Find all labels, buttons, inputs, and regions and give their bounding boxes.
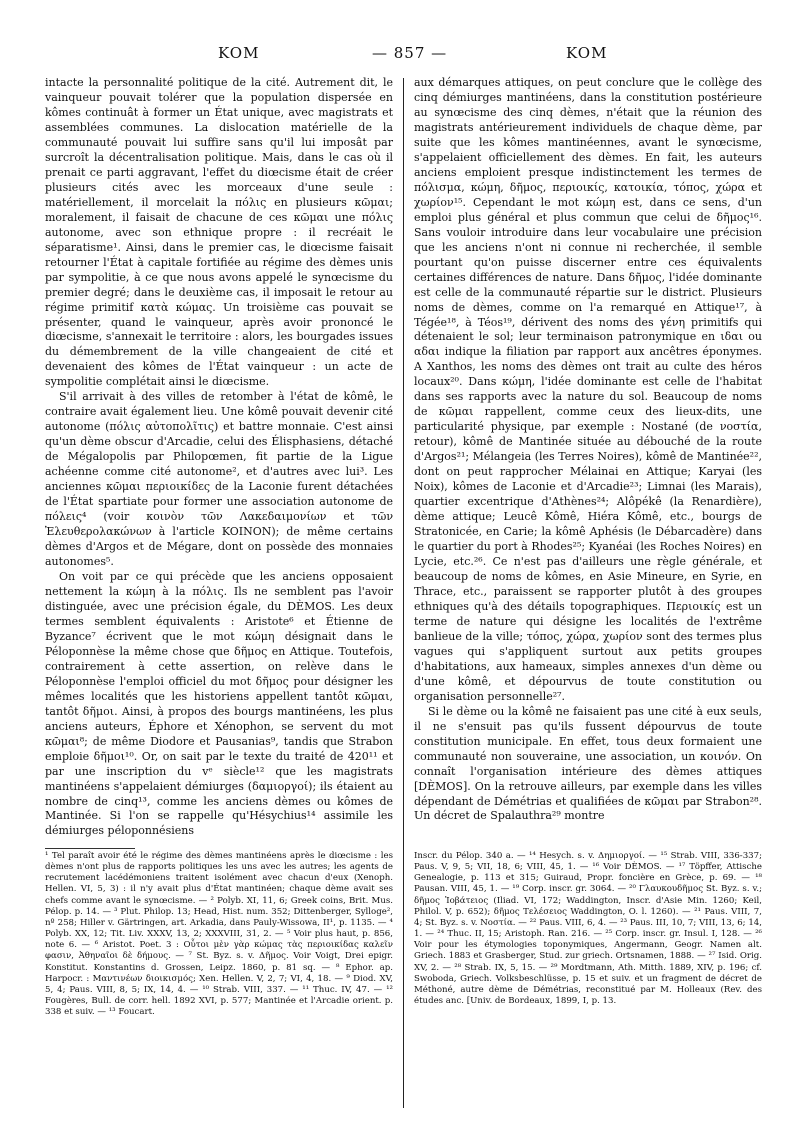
header-left: KOM [218,44,260,62]
footnotes-left: ¹ Tel paraît avoir été le régime des dèmes mantinéens après le diœcisme : les dèmes n'ont plus de rapports politiques les uns avec les autres; les agents de recrutement lacédémoniens traitent isolément avec chacun d'eux (Xenoph. Hellen. VI, 5, 3) : il n'y avait plus d'État mantinéen; chaque dème avait ses chefs comme avant le synœcisme. — ² Polyb. XI, 11, 6; Greek coins, Brit. Mus. Pélop. p. 14. — ³ Plut. Philop. 13; Head, Hist. num. 352; Dittenberger, Sylloge², nº 258; Hiller v. Gärtringen, art. Arkadia, dans Pauly-Wissowa, II¹, p. 1135. — ⁴ Polyb. XX, 12; Tit. Liv. XXXV, 13, 2; XXXVIII, 31, 2. — ⁵ Voir plus haut, p. 856, note 6. — ⁶ Aristot. Poet. 3 : Οὗτοι μὲν γὰρ κώμας τὰς περιοικίδας καλεῖν φασιν, Ἀθηναῖοι δὲ δήμους. — ⁷ St. Byz. s. v. Δῆμος. Voir Voigt, Drei epigr. Konstitut. Konstantins d. Grossen, Leipz. 1860, p. 81 sq. — ⁸ Ephor. ap. Harpocr. : Μαντινέων διοικισμός; Xen. Hellen. V, 2, 7; VI, 4, 18. — ⁹ Diod. XV, 5, 4; Paus. VIII, 8, 5; IX, 14, 4. — ¹⁰ Strab. VIII, 337. — ¹¹ Thuc. IV, 47. — ¹² Fougères, Bull. de corr. hell. 1892 XVI, p. 577; Mantinée et l'Arcadie orient. p. 338 et suiv. — ¹³ Foucart. [45,851,393,1018]
paragraph: S'il arrivait à des villes de retomber à l'état de kômê, le contraire avait également lieu. Une kômê pouvait devenir cité autonome (πόλις αὐτοπολῖτις) et battre monnaie. C'est ainsi qu'un dème obscur d'Arcadie, celui des Élisphasiens, détaché de Mégalopolis par Philopœmen, fit partie de la Ligue achéenne comme cité autonome², et d'autres avec lui³. Les anciennes κῶμαι περιοικίδες de la Laconie furent détachées de l'État spartiate pour former une association autonome de πόλεις⁴ (voir κοινὸν τῶν Λακεδαιμονίων et τῶν Ἐλευθερολακώνων à l'article KOINON); de même certains dèmes d'Argos et de Mégare, dont on possède des monnaies autonomes⁵. [45,390,393,568]
paragraph: intacte la personnalité politique de la cité. Autrement dit, le vainqueur pouvait tolérer que la population dispersée en kômes continuât à former un État unique, avec magistrats et assemblées communes. La dislocation matérielle de la communauté pouvait lui suffire sans qu'il lui imposât par surcroît la décentralisation politique. Mais, dans le cas où il prenait ce parti aggravant, l'effet du diœcisme était de créer plusieurs cités avec les morceaux d'une seule : matériellement, il morcelait la πόλις en plusieurs κῶμαι; moralement, il faisait de chacune de ces κῶμαι une πόλις autonome, avec son ethnique propre : il recréait le séparatisme¹. Ainsi, dans le premier cas, le diœcisme faisait retourner l'État à capitale fortifiée au régime des dèmes unis par sympolitie, à ce que nous avons appelé le synœcisme du premier degré; dans le deuxième cas, il imposait le retour au régime primitif κατὰ κώμας. Un troisième cas pouvait se présenter, quand le vainqueur, après avoir prononcé le diœcisme, s'annexait le territoire : alors, les bourgades issues du démembrement de la ville changeaient de cité et devenaient des kômes de l'État vainqueur : un acte de sympolitie complétait ainsi le diœcisme. [45,76,393,389]
paragraph: aux démarques attiques, on peut conclure que le collège des cinq démiurges mantinéens, dans la constitution postérieure au synœcisme des cinq dèmes, n'était que la réunion des magistrats antérieurement individuels de chaque dème, par suite que les kômes mantinéennes, avant le synœcisme, s'appelaient officiellement des dèmes. En fait, les auteurs anciens emploient presque indistinctement les termes de πόλισμα, κώμη, δῆμος, περιοικίς, κατοικία, τόπος, χώρα et χωρίον¹⁵. Cependant le mot κώμη est, dans ce sens, d'un emploi plus général et plus commun que celui de δῆμος¹⁶. Sans vouloir introduire dans leur vocabulaire une précision que les anciens n'ont ni connue ni recherchée, il semble pourtant qu'on puisse discerner entre ces équivalents certaines différences de nature. Dans δῆμος, l'idée dominante est celle de la communauté répartie sur le district. Plusieurs noms de dèmes, comme on l'a remarqué en Attique¹⁷, à Tégée¹⁸, à Téos¹⁹, dérivent des noms des γένη primitifs qui détenaient le sol; leur terminaison patronymique en ιδαι ou αδαι indique la filiation par rapport aux ancêtres éponymes. A Xanthos, les noms des dèmes ont trait au culte des héros locaux²⁰. Dans κώμη, l'idée dominante est celle de l'habitat dans ses rapports avec la nature du sol. Beaucoup de noms de κῶμαι rappellent, comme ceux des lieux-dits, une particularité physique, par exemple : Nostané (de νοστία, retour), kômê de Mantinée située au débouché de la route d'Argos²¹; Mélangeia (les Terres Noires), kômê de Mantinée²², dont on peut rapprocher Mélainai en Attique; Karyai (les Noix), kômes de Laconie et d'Arcadie²³; Limnai (les Marais), quartier excentrique d'Athènes²⁴; Alôpékê (la Renardière), dème attique; Leucê Kômê, Hiéra Kômê, etc., bourgs de Stratonicée, en Carie; la kômê Aphésis (le Débarcadère) dans le quartier du port à Rhodes²⁵; Kyanéai (les Roches Noires) en Lycie, etc.²⁶. Ce n'est pas d'ailleurs une règle générale, et beaucoup de noms de kômes, en Asie Mineure, en Syrie, en Thrace, etc., paraissent se rapporter plutôt à des groupes ethniques qu'à des détails topographiques. Περιοικίς est un terme de nature qui désigne les localités de l'extrême banlieue de la ville; τόπος, χώρα, χωρίον sont des termes plus vagues qui s'appliquent surtout aux petits groupes d'habitations, aux hameaux, simples annexes d'un dème ou d'une kômê, et dépourvus de toute constitution ou organisation personnelle²⁷. [414,76,762,703]
footnote-separator [45,848,135,849]
paragraph: Si le dème ou la kômê ne faisaient pas une cité à eux seuls, il ne s'ensuit pas qu'ils fussent dépourvus de toute constitution municipale. En effet, tous deux formaient une communauté non souveraine, une association, un κοινόν. On connaît l'organisation intérieure des dèmes attiques [DÈMOS]. On la retrouve ailleurs, par exemple dans les villes dépendant de Démétrias et qualifiées de κῶμαι par Strabon²⁸. Un décret de Spalauthra²⁹ montre [414,704,762,823]
running-header [0,44,800,70]
paragraph: On voit par ce qui précède que les anciens opposaient nettement la κώμη à la πόλις. Ils ne semblent pas l'avoir distinguée, avec une précision égale, du DÈMOS. Les deux termes semblent équivalents : Aristote⁶ et Étienne de Byzance⁷ écrivent que le mot κώμη désignait dans le Péloponnèse la même chose que δῆμος en Attique. Toutefois, contrairement à cette assertion, on relève dans le Péloponnèse l'emploi officiel du mot δῆμος pour désigner les mêmes localités que les historiens appellent tantôt κῶμαι, tantôt δῆμοι. Ainsi, à propos des bourgs mantinéens, les plus anciens auteurs, Éphore et Xénophon, se servent du mot κῶμαι⁸; de même Diodore et Pausanias⁹, tandis que Strabon emploie δῆμοι¹⁰. Or, on sait par le texte du traité de 420¹¹ et par une inscription du vᵉ siècle¹² que les magistrats mantinéens s'appelaient démiurges (δαμιοργοί); ils étaient au nombre de cinq¹³, comme les anciens dèmes ou kômes de Mantinée. Si l'on se rappelle qu'Hésychius¹⁴ assimile les démiurges péloponnésiens [45,569,393,838]
left-column [45,76,393,839]
footnotes-right: Inscr. du Pélop. 340 a. — ¹⁴ Hesych. s. v. Δημιοργοί. — ¹⁵ Strab. VIII, 336-337; Paus. V, 9, 5; VII, 18, 6; VIII, 45, 1. — ¹⁶ Voir DÈMOS. — ¹⁷ Töpffer, Attische Genealogie, p. 113 et 315; Guiraud, Propr. foncière en Grèce, p. 69. — ¹⁸ Pausan. VIII, 45, 1. — ¹⁹ Corp. inscr. gr. 3064. — ²⁰ Γλαυκουδῆμος St. Byz. s. v.; δῆμος Ἰοβάτειος (Iliad. VI, 172; Waddington, Inscr. d'Asie Min. 1260; Keil, Philol. V, p. 652); δῆμος Τελέσειος Waddington, O. l. 1260). — ²¹ Paus. VIII, 7, 4; St. Byz. s. v. Νοστία. — ²² Paus. VIII, 6, 4. — ²³ Paus. III, 10, 7; VIII, 13, 6; 14, 1. — ²⁴ Thuc. II, 15; Aristoph. Ran. 216. — ²⁵ Corp. inscr. gr. Insul. I, 128. — ²⁶ Voir pour les étymologies toponymiques, Angermann, Geogr. Namen alt. Griech. 1883 et Grasberger, Stud. zur griech. Ortsnamen, 1888. — ²⁷ Isid. Orig. XV, 2. — ²⁸ Strab. IX, 5, 15. — ²⁹ Mordtmann, Ath. Mitth. 1889, XIV, p. 196; cf. Swoboda, Griech. Volksbeschlüsse, p. 15 et suiv. et un fragment de décret de Méthoné, autre dème de Démétrias, reconstitué par M. Holleaux (Rev. des études anc. [Univ. de Bordeaux, 1899, I, p. 13. [414,851,762,1007]
column-rule [403,78,404,1108]
header-right: KOM [566,44,608,62]
right-column [414,76,762,824]
page-number: — 857 — [372,44,448,62]
